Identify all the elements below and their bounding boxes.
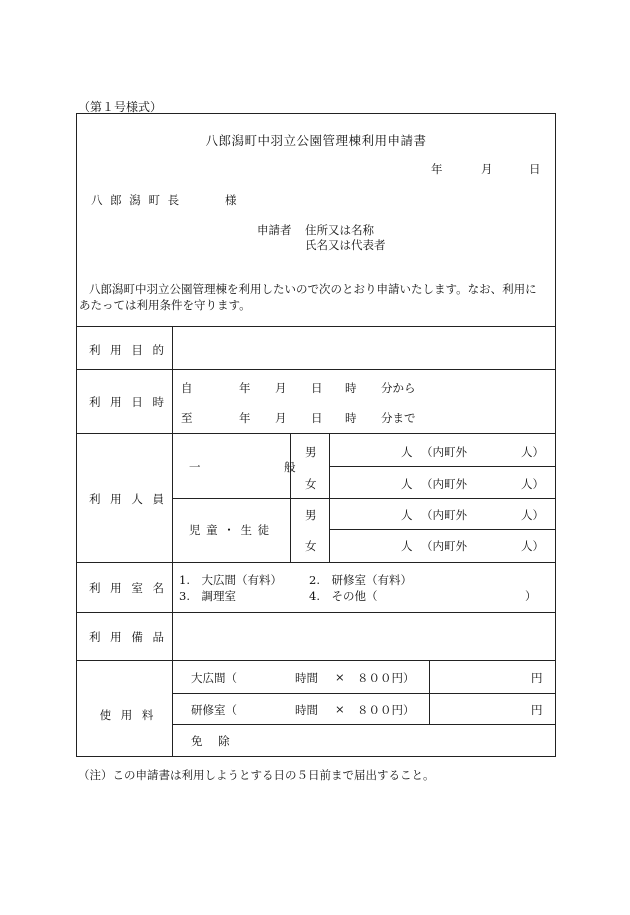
general-female-outside: （内町外 xyxy=(421,477,467,491)
fee-hall-yen: 円 xyxy=(531,671,543,685)
purpose-label: 利 用 目 的 xyxy=(89,343,167,357)
date-year-label: 年 xyxy=(431,162,443,176)
datetime-to-prefix: 至 xyxy=(181,411,193,425)
students-female-unit: 人 xyxy=(401,539,413,553)
datetime-from-minute: 分から xyxy=(381,381,416,395)
fee-hall-price: ８００円） xyxy=(357,671,415,685)
room-item-4: 4. その他（ xyxy=(309,589,378,603)
applicant-address-label: 住所又は名称 xyxy=(305,223,374,237)
students-female-outside: （内町外 xyxy=(421,539,467,553)
students-label: 児 童 ・ 生 徒 xyxy=(189,523,271,537)
fee-exempt-label: 免 除 xyxy=(191,734,236,748)
fee-hall-label: 大広間（ xyxy=(191,671,237,685)
form-title: 八郎潟町中羽立公園管理棟利用申請書 xyxy=(205,133,427,148)
fee-hall-hours: 時間 xyxy=(295,671,318,685)
fee-training-hours: 時間 xyxy=(295,703,318,717)
datetime-to-hour: 時 xyxy=(345,411,357,425)
form-number-label: （第１号様式） xyxy=(78,100,163,114)
general-female-unit: 人 xyxy=(401,477,413,491)
datetime-label: 利 用 日 時 xyxy=(89,395,167,409)
application-form xyxy=(76,113,556,757)
datetime-to-year: 年 xyxy=(239,411,251,425)
datetime-to-month: 月 xyxy=(275,411,287,425)
students-male-label: 男 xyxy=(305,508,317,522)
fee-hall-times: × xyxy=(335,670,345,684)
applicant-label: 申請者 xyxy=(257,223,292,237)
fee-label: 使 用 料 xyxy=(99,708,157,722)
general-male-outside-unit: 人） xyxy=(521,445,544,459)
equipment-label: 利 用 備 品 xyxy=(89,630,167,644)
datetime-from-hour: 時 xyxy=(345,381,357,395)
fee-training-label: 研修室（ xyxy=(191,703,237,717)
datetime-from-prefix: 自 xyxy=(181,381,193,395)
room-item-1: 1. 大広間（有料） xyxy=(179,573,282,587)
students-female-label: 女 xyxy=(305,539,317,553)
datetime-from-day: 日 xyxy=(311,381,323,395)
datetime-to-minute: 分まで xyxy=(381,411,416,425)
date-day-label: 日 xyxy=(529,162,541,176)
students-female-outside-unit: 人） xyxy=(521,539,544,553)
general-label: 一 般 xyxy=(189,460,336,474)
room-item-3: 3. 調理室 xyxy=(179,589,236,603)
students-male-outside: （内町外 xyxy=(421,508,467,522)
rooms-label: 利 用 室 名 xyxy=(89,581,167,595)
general-female-label: 女 xyxy=(305,477,317,491)
datetime-to-day: 日 xyxy=(311,411,323,425)
datetime-from-year: 年 xyxy=(239,381,251,395)
room-item-4-close: ） xyxy=(525,589,537,603)
datetime-from-month: 月 xyxy=(275,381,287,395)
room-item-2: 2. 研修室（有料） xyxy=(309,573,412,587)
addressee-name: 八 郎 潟 町 長 xyxy=(91,193,182,207)
students-male-outside-unit: 人） xyxy=(521,508,544,522)
general-male-outside: （内町外 xyxy=(421,445,467,459)
fee-training-price: ８００円） xyxy=(357,703,415,717)
general-female-outside-unit: 人） xyxy=(521,477,544,491)
body-text-line-1: 八郎潟町中羽立公園管理棟を利用したいので次のとおり申請いたします。なお、利用に xyxy=(89,282,537,296)
addressee-honorific: 様 xyxy=(225,193,237,207)
fee-training-times: × xyxy=(335,702,345,716)
people-label: 利 用 人 員 xyxy=(89,492,167,506)
students-male-unit: 人 xyxy=(401,508,413,522)
footnote: （注）この申請書は利用しようとする日の５日前まで届出すること。 xyxy=(78,768,435,782)
date-month-label: 月 xyxy=(481,162,493,176)
general-male-unit: 人 xyxy=(401,445,413,459)
body-text-line-2: あたっては利用条件を守ります。 xyxy=(79,298,251,312)
fee-training-yen: 円 xyxy=(531,703,543,717)
applicant-name-label: 氏名又は代表者 xyxy=(305,238,386,252)
general-male-label: 男 xyxy=(305,445,317,459)
